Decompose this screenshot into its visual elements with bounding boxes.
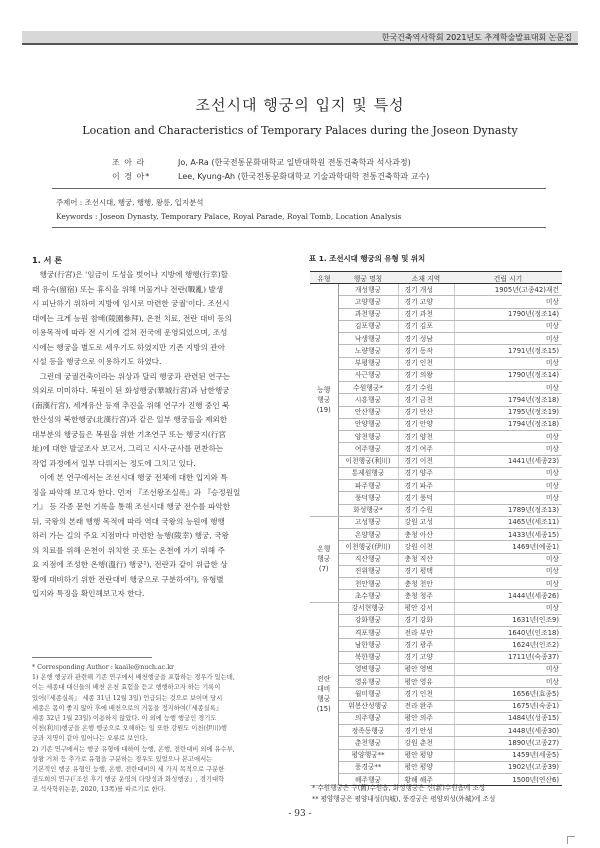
built-year-cell: 1484년(성종15) (454, 712, 562, 724)
table-row (310, 761, 562, 773)
location-cell: 경기 파주 (398, 480, 454, 492)
keywords-english: Keywords : Joseon Dynasty, Temporary Palace, Royal Parade, Royal Tomb, Location Analysis (56, 212, 402, 221)
location-cell: 경기 안산 (398, 406, 454, 418)
built-year-cell: 1444년(세종26) (454, 590, 562, 602)
palace-name-cell: 고양행궁 (338, 296, 398, 308)
table-row (310, 590, 562, 602)
palace-name-cell: 낙생행궁 (338, 333, 398, 345)
table-title: 표 1. 조선시대 행궁의 유형 및 위치 (309, 254, 426, 263)
palace-name-cell: 풍덕행궁 (338, 492, 398, 504)
body-line: 황에 대비하기 위한 전란대비 행궁으로 구분하여²), 유형별 (32, 574, 224, 584)
location-cell: 충청 아산 (398, 529, 454, 541)
built-year-cell: 1790년(정조14) (454, 308, 562, 320)
author-name-korean: 이 경 아* (112, 172, 151, 181)
category-cell (310, 284, 338, 517)
table-row (310, 737, 562, 749)
location-cell: 황해 해주 (398, 774, 454, 786)
built-year-cell: 1469년(예종1) (454, 541, 562, 553)
palace-table (310, 271, 562, 786)
footnote-line: 1) 온행 행궁과 관련해 기존 연구에서 배천행궁을 포함하는 경우가 있는데, (32, 674, 235, 682)
built-year-cell: 1448년(세종30) (454, 725, 562, 737)
palace-name-cell: 남한행궁 (338, 639, 398, 651)
location-cell: 경기 인천 (398, 357, 454, 369)
built-year-cell: 1905년(고종42)재건 (454, 284, 562, 296)
built-year-cell: 1631년(인조9) (454, 614, 562, 626)
table-row (310, 602, 562, 614)
table-row (310, 394, 562, 406)
location-cell: 경기 안양 (398, 418, 454, 430)
palace-name-cell: 노량행궁 (338, 345, 398, 357)
table-row (310, 492, 562, 504)
palace-name-cell: 여주행궁 (338, 443, 398, 455)
category-cell (310, 602, 338, 786)
table-row (310, 382, 562, 394)
body-line: 시설 등을 행궁으로 이용하기도 하였다. (32, 357, 162, 366)
built-year-cell: 1675년(숙종1) (454, 700, 562, 712)
built-year-cell: 1790년(정조14) (454, 369, 562, 381)
author-detail: Lee, Kyung-Ah (한국전통문화대학교 기술과학대학 전통건축학과 교수) (178, 172, 430, 181)
footnote-line: 상왕 거처 등 추가로 유형을 구분하는 경우도 있었으나 본고에서는 (32, 755, 213, 763)
palace-name-cell: 해주행궁 (338, 774, 398, 786)
palace-name-cell: 초수행궁 (338, 590, 398, 602)
palace-name-cell: 수원행궁* (338, 382, 398, 394)
location-cell: 경기 동작 (398, 345, 454, 357)
table-row (310, 369, 562, 381)
body-line: 의외로 미미하다. 복원이 된 화성행궁(華城行宮)과 남한행궁 (32, 386, 230, 395)
built-year-cell: 미상 (454, 333, 562, 345)
body-line: 징을 파악해 보고자 한다. 먼저 『조선왕조실록』과 『승정원일 (32, 487, 241, 497)
footnote-line: 교 석사학위논문, 2020, 13쪽)를 따르기로 한다. (32, 786, 166, 794)
table-row (310, 541, 562, 553)
table-row (310, 578, 562, 590)
table-row (310, 345, 562, 357)
built-year-cell: 미상 (454, 443, 562, 455)
category-label-line: 대비 (317, 684, 331, 693)
footnote-line: 2) 기존 연구에서는 행궁 유형에 대하여 능행, 온행, 전란대비 외에 유수부, (32, 745, 235, 753)
table-row (310, 320, 562, 332)
location-cell: 경기 광주 (398, 639, 454, 651)
column-header-type: 유형 (310, 272, 338, 284)
table-note-1: * 수원행궁은 구(舊)수원읍, 화성행궁은 신(新)수원읍에 조성 (312, 784, 486, 792)
built-year-cell: 미상 (454, 492, 562, 504)
palace-name-cell: 파주행궁 (338, 480, 398, 492)
body-line: 이용목적에 따라 전 시기에 걸쳐 전국에 운영되었으며, 조성 (32, 328, 228, 337)
palace-name-cell: 양천행궁 (338, 431, 398, 443)
location-cell: 경기 개성 (398, 284, 454, 296)
location-cell: 경기 의왕 (398, 369, 454, 381)
palace-name-cell: 영유행궁 (338, 676, 398, 688)
built-year-cell: 미상 (454, 676, 562, 688)
location-cell: 경기 강화 (398, 614, 454, 626)
body-line: 이에 본 연구에서는 조선시대 행궁 전체에 대한 입지와 특 (32, 473, 228, 482)
column-header-name: 행궁 명칭 (338, 272, 398, 284)
category-label-line: 온행 (317, 545, 331, 554)
location-cell: 경기 과천 (398, 308, 454, 320)
palace-name-cell: 영변행궁 (338, 663, 398, 675)
location-cell: 경기 김포 (398, 320, 454, 332)
palace-name-cell: 풍경궁** (338, 761, 398, 773)
paper-title-korean: 조선시대 행궁의 입지 및 특성 (195, 96, 405, 114)
built-year-cell: 미상 (454, 431, 562, 443)
body-line: 작업 과정에서 일부 다뤄지는 정도에 그치고 있다. (32, 458, 196, 468)
location-cell: 강원 춘천 (398, 737, 454, 749)
built-year-cell: 미상 (454, 602, 562, 614)
footnote-line: 궁과 지명이 같아 일어나는 오류로 보인다. (32, 735, 148, 743)
category-label-line: 행궁 (317, 555, 331, 564)
body-line: (南漢行宮), 세계유산 등재 추진을 위해 연구가 진행 중인 북 (32, 400, 230, 410)
table-row (310, 712, 562, 724)
built-year-cell: 1640년(인조18) (454, 627, 562, 639)
body-line: 대에는 크게 능원 참배(陵園參拜), 온천 치료, 전란 대비 등의 (32, 313, 232, 323)
page-number: - 93 - (288, 809, 312, 819)
body-line: 입지와 특징을 확인해보고자 한다. (32, 589, 145, 598)
location-cell: 경기 금천 (398, 394, 454, 406)
table-row (310, 443, 562, 455)
palace-name-cell: 통제원행궁 (338, 467, 398, 479)
palace-name-cell: 강화행궁 (338, 614, 398, 626)
table-row (310, 676, 562, 688)
footnote-line: 이는 세종대 대신들의 배천 온천 효험을 듣고 행행하고자 하는 기록이 (32, 684, 221, 692)
location-cell: 경기 이천 (398, 455, 454, 467)
body-line: 그런데 궁궐건축이라는 위상과 달리 행궁과 관련된 연구는 (32, 371, 231, 381)
body-line: 뒤, 국왕의 본래 행행 목적에 따라 역대 국왕의 능원에 행행 (32, 516, 225, 526)
palace-name-cell: 화성행궁* (338, 504, 398, 516)
body-line: 址)에 대한 발굴조사 보고서, 그리고 시사·군사를 편찬하는 (32, 444, 224, 453)
built-year-cell: 1500년(연산6) (454, 774, 562, 786)
built-year-cell: 미상 (454, 663, 562, 675)
palace-name-cell: 북한행궁 (338, 651, 398, 663)
built-year-cell: 미상 (454, 480, 562, 492)
location-cell: 평안 강서 (398, 602, 454, 614)
palace-name-cell: 강서현행궁 (338, 602, 398, 614)
location-cell: 경기 평택 (398, 565, 454, 577)
location-cell: 경기 수원 (398, 382, 454, 394)
crop-mark (567, 836, 575, 844)
built-year-cell: 미상 (454, 467, 562, 479)
body-line: 때 유숙(留宿) 또는 휴식을 위해 머물거나 전란(戰亂) 발생 (32, 284, 224, 294)
table-row (310, 467, 562, 479)
author-1 (112, 157, 532, 168)
column-header-location: 소재 지역 (398, 272, 454, 284)
palace-name-cell: 사근행궁 (338, 369, 398, 381)
location-cell: 평안 영변 (398, 663, 454, 675)
table-row (310, 418, 562, 430)
table-row (310, 308, 562, 320)
palace-name-cell: 평양행궁** (338, 749, 398, 761)
palace-name-cell: 고성행궁 (338, 516, 398, 528)
built-year-cell: 1794년(정조18) (454, 394, 562, 406)
palace-name-cell: 이천행궁(利川) (338, 455, 398, 467)
built-year-cell: 1459년(세종5) (454, 749, 562, 761)
table-row (310, 357, 562, 369)
built-year-cell: 1656년(효종5) (454, 688, 562, 700)
location-cell: 경기 여주 (398, 443, 454, 455)
built-year-cell: 1795년(정조19) (454, 406, 562, 418)
footnote-line: 기본적인 행궁 유형인 능행, 온행, 전란대비의 세 가지 목적으로 구분한 (32, 766, 225, 773)
built-year-cell: 미상 (454, 296, 562, 308)
table-row (310, 296, 562, 308)
built-year-cell: 1789년(정조13) (454, 504, 562, 516)
table-row (310, 627, 562, 639)
table-row (310, 565, 562, 577)
footnote-line: 권도희의 연구(『조선 후기 행궁 운영의 다양성과 화성행궁』, 경기대학 (32, 776, 225, 784)
location-cell: 평안 의주 (398, 712, 454, 724)
category-label-line: (7) (318, 565, 329, 574)
table-row (310, 700, 562, 712)
location-cell: 강원 이천 (398, 541, 454, 553)
built-year-cell: 미상 (454, 357, 562, 369)
built-year-cell: 1794년(정조18) (454, 418, 562, 430)
footnote-line: 세종 32년 1월 23일) 이용하지 않았다. 이 외에 능행 행궁인 경기도 (32, 715, 217, 722)
palace-name-cell: 부평행궁 (338, 357, 398, 369)
built-year-cell: 미상 (454, 553, 562, 565)
body-line: 의 치료를 위해 온천이 위치한 곳 또는 온천에 가기 위해 주 (32, 545, 225, 555)
location-cell: 경기 양천 (398, 431, 454, 443)
table-row (310, 333, 562, 345)
palace-name-cell: 월미행궁 (338, 688, 398, 700)
footnote-rule (32, 657, 152, 658)
palace-name-cell: 온양행궁 (338, 529, 398, 541)
built-year-cell: 1902년(고종39) (454, 761, 562, 773)
location-cell: 경기 성남 (398, 333, 454, 345)
palace-name-cell: 개성행궁 (338, 284, 398, 296)
table-row (310, 749, 562, 761)
location-cell: 충청 청주 (398, 590, 454, 602)
table-row (310, 651, 562, 663)
footnote-line: * Corresponding Author : kaaile@nuch.ac.kr (32, 664, 175, 671)
location-cell: 전라 부안 (398, 627, 454, 639)
column-header-built: 건립 시기 (454, 272, 562, 284)
built-year-cell: 1433년(세종15) (454, 529, 562, 541)
table-row (310, 516, 562, 528)
location-cell: 강원 고성 (398, 516, 454, 528)
built-year-cell: 미상 (454, 320, 562, 332)
body-line: 하러 가는 길의 주요 지점마다 마련한 능행(陵幸) 행궁, 국왕 (32, 531, 229, 540)
location-cell: 평안 평양 (398, 749, 454, 761)
location-cell: 경기 고양 (398, 296, 454, 308)
palace-name-cell: 정족동행궁 (338, 725, 398, 737)
table-row (310, 504, 562, 516)
location-cell: 경기 풍덕 (398, 492, 454, 504)
palace-name-cell: 격포행궁 (338, 627, 398, 639)
palace-name-cell: 의주행궁 (338, 712, 398, 724)
palace-name-cell: 이천행궁(伊川) (338, 541, 398, 553)
location-cell: 경기 고양 (398, 651, 454, 663)
table-note-2: ** 평양행궁은 평양내성(內城), 풍경궁은 평양외성(外城)에 조성 (312, 795, 496, 803)
category-label-line: 능행 (317, 385, 331, 394)
body-line: 대부분의 행궁들은 복원을 위한 기초연구 또는 행궁지(行宮 (32, 429, 227, 439)
table-row (310, 284, 562, 296)
location-cell: 충청 천안 (398, 578, 454, 590)
table-row (310, 529, 562, 541)
location-cell: 경기 안성 (398, 725, 454, 737)
footnote-line: 이천(利川)행궁을 온행 행궁으로 오해하는 일 또한 강원도 이천(伊川)행 (32, 725, 228, 733)
category-label-line: 행궁 (317, 694, 331, 703)
built-year-cell: 1711년(숙종37) (454, 651, 562, 663)
category-label-line: (19) (316, 405, 331, 414)
location-cell: 충청 직산 (398, 553, 454, 565)
table-row (310, 455, 562, 467)
built-year-cell: 미상 (454, 565, 562, 577)
body-line: 시에는 행궁을 별도로 세우기도 하였지만 기존 지방의 관아 (32, 342, 225, 352)
built-year-cell: 1465년(세조11) (454, 516, 562, 528)
body-line: 한산성의 북한행궁(北漢行宮)과 같은 일부 행궁들을 제외한 (32, 415, 228, 424)
palace-name-cell: 안양행궁 (338, 418, 398, 430)
category-label-line: 전란 (317, 674, 331, 683)
author-2 (112, 171, 532, 182)
author-detail: Jo, A-Ra (한국전통문화대학교 일반대학원 전통건축학과 석사과정) (178, 158, 411, 167)
built-year-cell: 1441년(세종23) (454, 455, 562, 467)
palace-name-cell: 안산행궁 (338, 406, 398, 418)
table-header-row (310, 272, 562, 284)
keywords-box (52, 188, 546, 228)
palace-name-cell: 위봉산성행궁 (338, 700, 398, 712)
location-cell: 평안 평양 (398, 761, 454, 773)
palace-name-cell: 천안행궁 (338, 578, 398, 590)
built-year-cell: 1890년(고종27) (454, 737, 562, 749)
table-row (310, 553, 562, 565)
palace-name-cell: 춘천행궁 (338, 737, 398, 749)
body-line: 행궁(行宮)은 '임금이 도성을 벗어나 지방에 행행(行幸)할 (32, 270, 229, 279)
table-row (310, 431, 562, 443)
location-cell: 전라 완주 (398, 700, 454, 712)
paper-title-english: Location and Characteristics of Temporary Palaces during the Joseon Dynasty (82, 124, 518, 137)
running-header: 한국건축역사학회 2021년도 추계학술발표대회 논문집 (22, 31, 578, 45)
body-line: 기』 등 각종 문헌 기록을 통해 조선시대 행궁 전수를 파악한 (32, 502, 231, 511)
body-line: 요 지점에 조성한 온행(溫行) 행궁¹), 전란과 같이 위급한 상 (32, 560, 228, 569)
palace-name-cell: 직산행궁 (338, 553, 398, 565)
location-cell: 경기 양주 (398, 467, 454, 479)
location-cell: 경기 수원 (398, 504, 454, 516)
palace-name-cell: 진위행궁 (338, 565, 398, 577)
table-row (310, 688, 562, 700)
palace-name-cell: 김포행궁 (338, 320, 398, 332)
table-row (310, 614, 562, 626)
table-row (310, 663, 562, 675)
built-year-cell: 미상 (454, 382, 562, 394)
location-cell: 경기 인천 (398, 688, 454, 700)
palace-name-cell: 시흥행궁 (338, 394, 398, 406)
category-label-line: 행궁 (317, 395, 331, 404)
category-label-line: (15) (316, 704, 331, 713)
table-row (310, 725, 562, 737)
palace-name-cell: 과천행궁 (338, 308, 398, 320)
built-year-cell: 1624년(인조2) (454, 639, 562, 651)
table-row (310, 480, 562, 492)
location-cell: 평안 영유 (398, 676, 454, 688)
category-cell (310, 516, 338, 602)
footnote-line: 있어(『세종실록』 세종 31년 12월 3일) 언급되는 것으로 보이며 당시 (32, 694, 223, 702)
author-name-korean: 조 아 라 (112, 158, 146, 167)
table-row (310, 406, 562, 418)
built-year-cell: 1791년(정조15) (454, 345, 562, 357)
body-line: 시 피난하기 위하여 지방에 임시로 마련한 궁궐'이다. 조선시 (32, 299, 230, 308)
table-row (310, 639, 562, 651)
keywords-korean: 주제어 : 조선시대, 행궁, 행행, 왕릉, 입지분석 (56, 198, 204, 207)
section-heading-introduction: 1. 서 론 (32, 255, 63, 265)
built-year-cell: 미상 (454, 578, 562, 590)
footnote-line: 세종은 몸이 좋지 않아 후에 배천으로의 거동을 정지하여(『세종실록』 (32, 704, 223, 712)
